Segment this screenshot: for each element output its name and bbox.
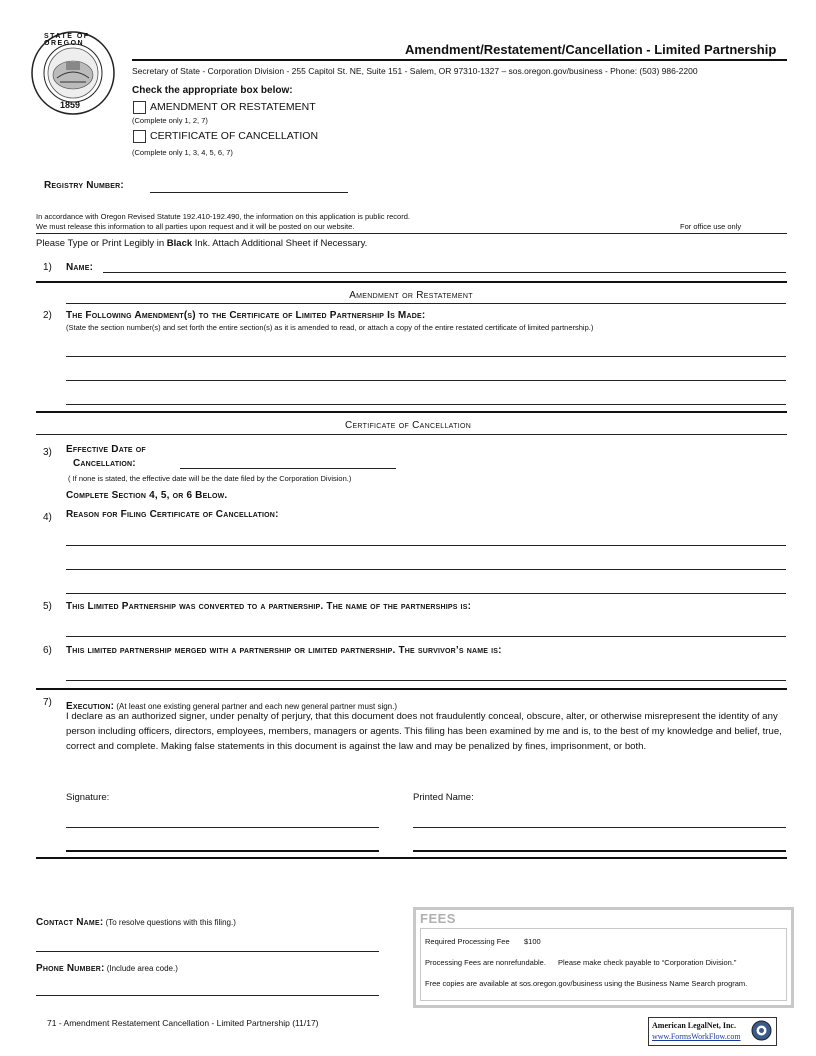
seal-top-text: STATE OF OREGON (44, 33, 90, 47)
state-seal (30, 30, 116, 116)
legalnet-url[interactable]: www.FormsWorkFlow.com (652, 1032, 741, 1041)
reason-line-3[interactable] (66, 593, 786, 594)
payable-note: Please make check payable to “Corporation Division.” (558, 958, 737, 967)
cancellation-header-rule (36, 434, 787, 435)
division-info: Secretary of State - Corporation Division - 255 Capitol St. NE, Suite 151 - Salem, OR 97310-1327 – sos.oregon.gov/business - Phone: (503) 986-2200 (132, 66, 698, 76)
nonrefundable-note: Processing Fees are nonrefundable. (425, 958, 546, 967)
amendment-line-3[interactable] (66, 404, 786, 405)
name-field[interactable] (103, 272, 786, 273)
effective-date-label-2: Cancellation: (73, 458, 136, 469)
complete-sections-note: Complete Section 4, 5, or 6 Below. (66, 490, 228, 501)
legalnet-globe-icon (751, 1020, 772, 1041)
website-notice: We must release this information to all parties upon request and it will be posted on our website. (36, 222, 355, 231)
amendment-line-2[interactable] (66, 380, 786, 381)
effective-date-label-1: Effective Date of (66, 444, 146, 455)
fees-title: FEES (420, 911, 456, 926)
cancellation-checkbox[interactable] (133, 130, 146, 143)
amendment-line-1[interactable] (66, 356, 786, 357)
cancellation-option-label: CERTIFICATE OF CANCELLATION (150, 130, 319, 142)
cancellation-option-note: (Complete only 1, 3, 4, 5, 6, 7) (132, 148, 233, 157)
printed-name-field-2[interactable] (413, 850, 786, 852)
form-title: Amendment/Restatement/Cancellation - Limited Partnership (405, 42, 777, 57)
public-record-notice: In accordance with Oregon Revised Statute 192.410-192.490, the information on this application is public record. (36, 212, 410, 221)
declaration-text: I declare as an authorized signer, under penalty of perjury, that this document does not fraudulently conceal, obscure, alter, or otherwise misrepresent the identity of any person including officers, directors, employees, members, managers or agents. This filing has been examined by me and is, to the best of my knowledge and belief, true, correct and complete. Making false statements in this document is against the law and may be penalized by fines, imprisonment, or both. (66, 711, 782, 752)
amendment-note: (State the section number(s) and set forth the entire section(s) as it is amended to read, or attach a copy of the entire restated certificate of limited partnership.) (66, 323, 594, 332)
converted-label: This Limited Partnership was converted to a partnership. The name of the partnerships is: (66, 601, 472, 612)
signature-field-1[interactable] (66, 827, 379, 828)
ink-instructions-a: Please Type or Print Legibly in (36, 238, 167, 249)
section-rule-3 (36, 688, 787, 690)
printed-name-label: Printed Name: (413, 792, 474, 803)
form-number: 71 - Amendment Restatement Cancellation - Limited Partnership (11/17) (47, 1018, 319, 1028)
section-1-number: 1) (43, 262, 52, 273)
contact-name-note: (To resolve questions with this filing.) (103, 918, 236, 927)
cancellation-section-header: Certificate of Cancellation (344, 420, 472, 431)
section-7-number: 7) (43, 697, 52, 708)
fees-inner (420, 928, 787, 1001)
contact-name-label: Contact Name: (36, 917, 104, 928)
notice-rule (36, 233, 787, 234)
section-3-number: 3) (43, 447, 52, 458)
registry-number-field[interactable] (150, 192, 348, 193)
section-6-number: 6) (43, 645, 52, 656)
contact-name-field[interactable] (36, 951, 379, 952)
required-fee-label: Required Processing Fee (425, 937, 510, 946)
phone-number-field[interactable] (36, 995, 379, 996)
phone-heading (36, 958, 178, 976)
section-5-number: 5) (43, 601, 52, 612)
seal-year: 1859 (60, 100, 81, 110)
phone-number-note: (Include area code.) (104, 964, 178, 973)
registry-number-label: Registry Number: (44, 180, 124, 191)
amendment-checkbox[interactable] (133, 101, 146, 114)
legalnet-logo (648, 1017, 777, 1046)
fees-box (413, 907, 794, 1008)
effective-date-note: ( If none is stated, the effective date will be the date filed by the Corporation Division.) (68, 474, 352, 483)
effective-date-field[interactable] (180, 468, 396, 469)
ink-instructions (36, 238, 367, 249)
section-2-number: 2) (43, 310, 52, 321)
printed-name-field-1[interactable] (413, 827, 786, 828)
execution-label: Execution: (66, 701, 115, 712)
free-copies-note: Free copies are available at sos.oregon.gov/business using the Business Name Search program. (425, 979, 748, 988)
check-prompt: Check the appropriate box below: (132, 85, 293, 96)
reason-label: Reason for Filing Certificate of Cancellation: (66, 509, 279, 520)
merged-label: This limited partnership merged with a partnership or limited partnership. The survivor’s name is: (66, 645, 502, 656)
execution-note: (At least one existing general partner and each new general partner must sign.) (114, 702, 397, 711)
signature-label: Signature: (66, 792, 110, 803)
amendment-section-header: Amendment or Restatement (349, 290, 473, 301)
office-use-label: For office use only (680, 222, 742, 231)
converted-name-field[interactable] (66, 636, 786, 637)
phone-number-label: Phone Number: (36, 963, 105, 974)
amendment-option-note: (Complete only 1, 2, 7) (132, 116, 208, 125)
survivor-name-field[interactable] (66, 680, 786, 681)
name-label: Name: (66, 262, 94, 273)
section-rule-2 (36, 411, 787, 413)
section-rule-1 (36, 281, 787, 283)
reason-line-2[interactable] (66, 569, 786, 570)
section-rule-4 (36, 857, 787, 859)
reason-line-1[interactable] (66, 545, 786, 546)
legalnet-name: American LegalNet, Inc. (652, 1021, 736, 1030)
amendment-option-label: AMENDMENT OR RESTATEMENT (150, 101, 316, 113)
ink-instructions-c: Ink. Attach Additional Sheet if Necessary. (192, 238, 368, 249)
required-fee-value: $100 (524, 937, 541, 946)
section-4-number: 4) (43, 512, 52, 523)
contact-heading (36, 912, 236, 930)
amendment-header-rule (66, 303, 786, 304)
amendment-label: The Following Amendment(s) to the Certificate of Limited Partnership Is Made: (66, 310, 426, 321)
ink-instructions-black: Black (166, 238, 193, 249)
title-rule (132, 59, 787, 61)
signature-field-2[interactable] (66, 850, 379, 852)
